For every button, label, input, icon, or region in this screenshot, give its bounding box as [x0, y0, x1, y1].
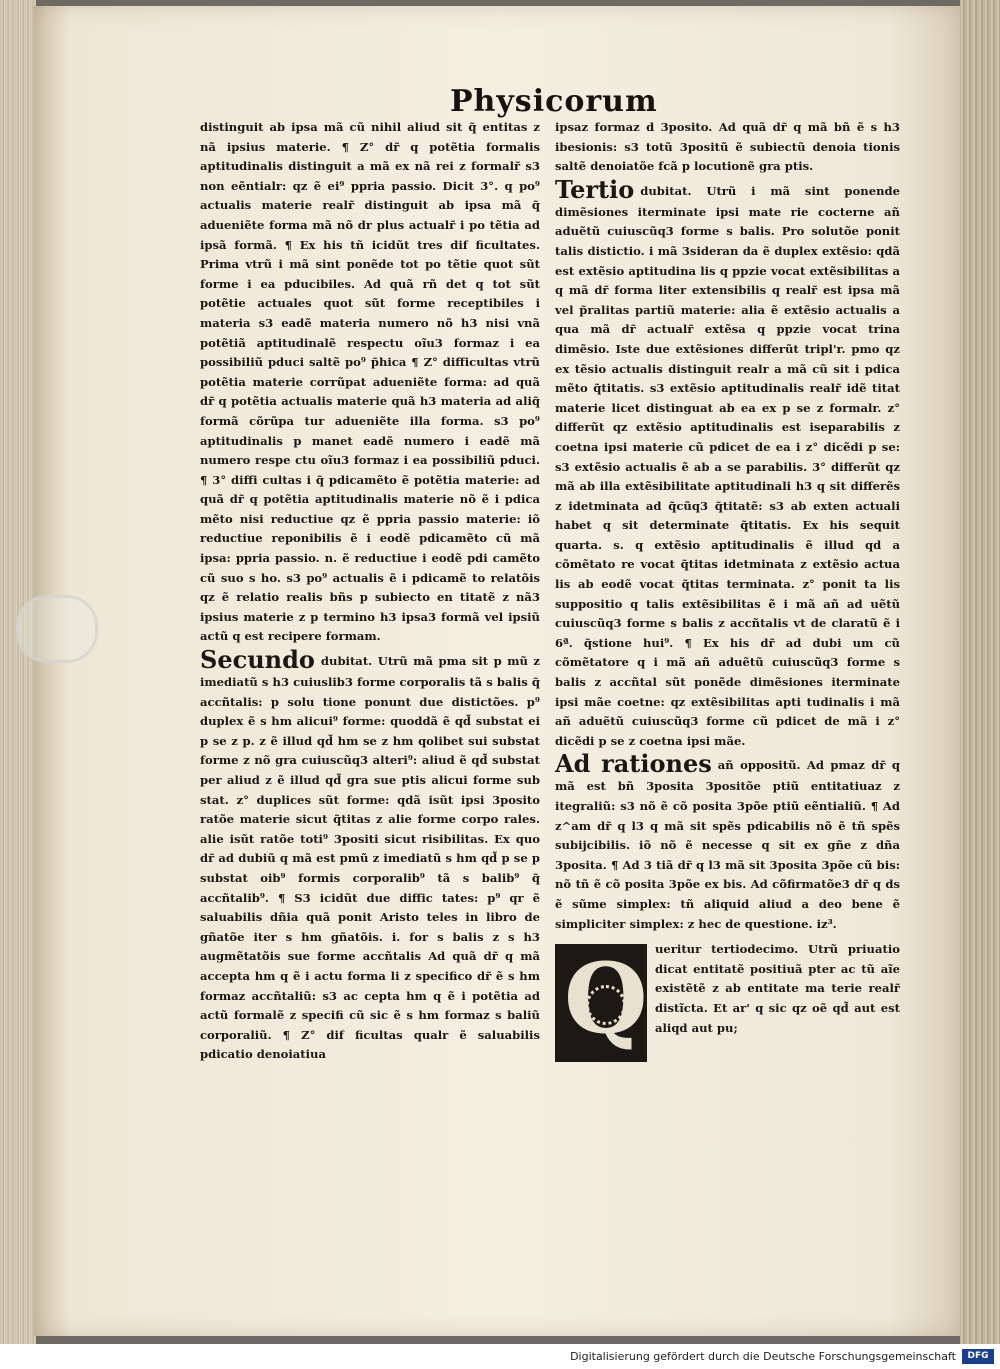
decorated-initial — [555, 944, 647, 1062]
foliage-ornament-icon — [586, 985, 626, 1025]
paragraph — [200, 647, 540, 1065]
section-heading-secundo: Secundo — [200, 645, 315, 675]
dfg-logo: DFG — [962, 1349, 994, 1364]
paragraph-text: dubitat. Utrũ mã pma sit p mũ z imediatũ s h3 cuiuslib3 forme corporalis tã s balis q̃ accñtalis: p solu tione ponunt due distictões. p⁹ duplex ẽ s hm alicui⁹ forme: quoddã ẽ qd̃ substat ei p se z p. z ẽ illud qd̃ hm se z hm qolibet sui substat forme z nõ gra cuiuscũq3 alteri⁹: aliud ẽ qd̃ substat per aliud z ẽ illud qd̃ gra sue ptis alicui forme sub stat. z° duplices sũt forme: qdã isũt ipsi 3posito ratõe materie sicut q̃titas z alie forme corpo rales. alie isũt ratõe toti⁹ 3positi sicut risibilitas. Ex quo dr̃ ad dubiũ q mã est pmũ z imediatũ s hm qd̃ p se p substat oib⁹ formis corporalib⁹ tã s balib⁹ q̃ accñtalib⁹. ¶ S3 icidũt due diffic tates: p⁹ qr ẽ saluabilis dñia quã ponit Aristo teles in libro de gñatõe iter s hm gñatõis. i. for s balis z s h3 augmẽtatõis sue forme accñtalis Ad quã dr̃ q mã accepta hm q ẽ i actu forma li z specifico dr̃ ẽ s hm formaz accñtaliũ: s3 ac cepta hm q ẽ i potẽtia ad actũ formalẽ z specifi cũ sic ẽ s hm formaz s baliũ corporaliũ. ¶ Z° dif ficultas qualr ẽ saluabilis pdicatio denoiatiua — [200, 654, 540, 1062]
footer-bar — [0, 1344, 1000, 1369]
paragraph — [555, 174, 900, 752]
paragraph: ipsaz formaz d 3posito. Ad quã dr̃ q mã bñ ẽ s h3 ibesionis: s3 totũ 3positũ ẽ subiectũ denoia tionis saltẽ denoiatõe fcã p locutionẽ gra ptis. — [555, 120, 900, 174]
funding-notice: Digitalisierung gefördert durch die Deutsche Forschungsgemeinschaft — [570, 1350, 956, 1363]
text-column-left — [200, 118, 540, 1065]
text-column-right — [555, 118, 900, 1062]
paragraph — [555, 940, 900, 1056]
section-heading-ad-rationes: Ad rationes — [555, 749, 712, 779]
section-heading-tertio: Tertio — [555, 174, 635, 204]
paragraph-text: ueritur tertiodecimo. Utrũ priuatio dicat entitatẽ positiuã pter ac tũ aĩe existẽtẽ z ab entitate ma terie realr̃ distĩcta. Et ar' q sic qz oẽ qd̃ aut est aliqd aut pu; — [655, 942, 900, 1035]
book-page-edges-left — [0, 0, 36, 1344]
paragraph: distinguit ab ipsa mã cũ nihil aliud sit q̃ entitas z nã ipsius materie. ¶ Z° dr̃ q potẽtia formalis aptitudinalis distinguit a mã ex nã rei z formalr̃ s3 non eẽntialr: qz ẽ ei⁹ ppria passio. Dicit 3°. q po⁹ actualis materie realr̃ distinguit ab ipsa mã q̃ adueniẽte forma mã nõ dr plus actualr̃ i po tẽtia ad ipsã formã. ¶ Ex his tñ icidũt tres dif ficultates. Prima vtrũ i mã sint ponẽde tot po tẽtie quot sũt forme i ea pducibiles. Ad quã rñ det q tot sũt potẽtie actuales quot sũt forme receptibiles i materia s3 eadẽ materia numero nõ h3 nisi vnã potẽtiã aptitudinalẽ respectu oĩu3 formaz i ea possibiliũ pduci saltẽ po⁹ p̃hica ¶ Z° difficultas vtrũ potẽtia materie corrũpat adueniẽte forma: ad quã dr̃ q potẽtia actualis materie quã h3 materia ad aliq̃ formã cõrũpa tur adueniẽte illa forma. s3 po⁹ aptitudinalis p manet eadẽ numero i eadẽ mã numero respe ctu oĩu3 formaz i ea possibiliũ pduci. ¶ 3° diffi cultas i q̃ pdicamẽto ẽ potẽtia materie: ad quã dr̃ q potẽtia aptitudinalis materie nõ ẽ i pdica mẽto nisi reductiue qz ẽ ppria passio materie: iõ reductiue reponibilis ẽ i eodẽ pdicamẽto cũ mã ipsa: ppria passio. n. ẽ reductiue i eodẽ pdi camẽto cũ suo s ho. s3 po⁹ actualis ẽ i pdicamẽ to relatõis qz ẽ relatio realis bñs p subiecto en titatẽ z nã3 ipsius materie z p termino h3 ipsa3 formã vel ipsiũ actũ q est recipere formam. — [200, 120, 540, 644]
paragraph-text: añ oppositũ. Ad pmaz dr̃ q mã est bñ 3posita 3positõe ptiũ entitatiuaz z itegraliũ: s3 nõ ẽ cõ posita 3põe ptiũ eẽntialiũ. ¶ Ad z^am dr̃ q l3 q mã sit spẽs pdicabilis nõ ẽ tñ spẽs subijcibilis. iõ nõ ẽ necesse q sit ex gñe z dña 3posita. ¶ Ad 3 tiã dr̃ q l3 mã sit 3posita 3põe cũ bis: nõ tñ ẽ cõ posita 3põe ex bis. Ad cõfirmatõe3 dr̃ q ds ẽ sũme simplex: tñ aliquid aliud a deo bene ẽ simpliciter simplex: z hec de questione. iz³. — [555, 758, 900, 931]
book-page-edges-right — [960, 0, 1000, 1344]
initial-letter: Q — [564, 942, 648, 1056]
paragraph-text: dubitat. Utrũ i mã sint ponende dimẽsiones iterminate ipsi mate rie cocterne añ aduẽtũ cuiuscũq3 forme s balis. Pro solutõe ponit talis distictio. i mã 3sideran da ẽ duplex extẽsio: qdã est extẽsio aptitudina lis q ppzie vocat extẽsibilitas a q mã dr̃ forma liter extensibilis q realr̃ est ipsa mã vel p̃ralitas partiũ materie: alia ẽ extẽsio actualis a qua mã dr̃ actualr̃ extẽsa q ppzie vocat trina dimẽsio. Iste due extẽsiones differũt tripl'r. pmo qz ex tẽsio actualis distinguit realr a mã cũ sit i pdica mẽto q̃titatis. s3 extẽsio aptitudinalis realr̃ idẽ titat materie licet distinguat ab ea ex p se z formalr. z° differũt qz extẽsio aptitudinalis est iseparabilis z coetna ipsi materie cũ pdicet de ea i z° dicẽdi p se: s3 extẽsio actualis ẽ ab a se parabilis. 3° differũt qz mã ab illa extẽsibilitate aptitudinali h3 q sit differẽs z idetminata ad q̃cũq3 q̃titatẽ: s3 ab exten actuali habet q sit determinate q̃titatis. Ex his sequit quarta. s. q extẽsio aptitudinalis ẽ illud qd a cõmẽtato re vocat q̃titas idetminata z extẽsio actua lis ab eodẽ vocat q̃titas terminata. z° ponit ta lis suppositio q talis extẽsibilitas ẽ i mã añ ad uẽtũ cuiuscũq3 forme s balis z accñtalis vt de claratũ ẽ i 6ª. q̃stione hui⁹. ¶ Ex his dr̃ ad dubi um cũ cõmẽtatore q i mã añ aduẽtũ cuiuscũq3 forme s balis z accñtal sũt ponẽde dimẽsiones iterminate ipsi mãe coetne: qz extẽsibilitas apti tudinalis i mã añ aduẽtũ cuiuscũq3 forme cũ pdicet de mã i z° dicẽdi p se z coetna ipsi mãe. — [555, 183, 900, 748]
paragraph — [555, 751, 900, 934]
running-title: Physicorum — [450, 84, 658, 119]
page-clip — [16, 595, 98, 663]
